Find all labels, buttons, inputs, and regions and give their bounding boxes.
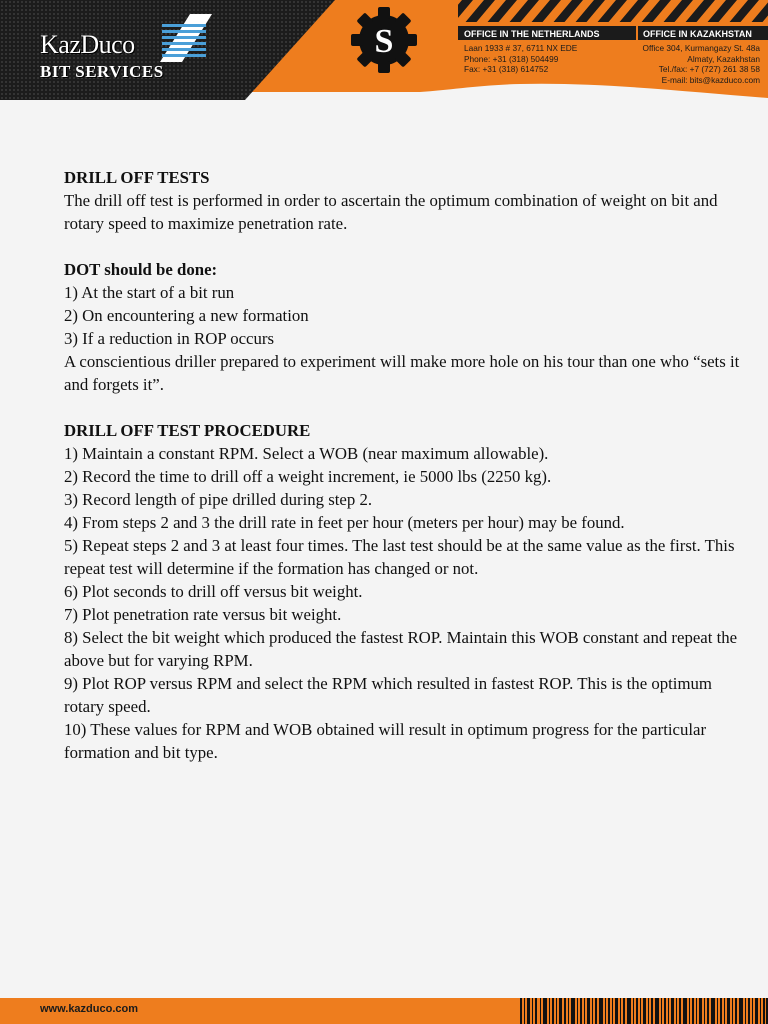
letterhead-footer — [0, 998, 768, 1024]
dot-item: 1) At the start of a bit run — [64, 283, 235, 302]
office-nl-line: Laan 1933 # 37, 6711 NX EDE — [464, 43, 578, 53]
procedure-step: 1) Maintain a constant RPM. Select a WOB (near maximum allowable). — [64, 444, 549, 463]
barcode-icon — [520, 998, 768, 1024]
office-kazakhstan-address — [643, 43, 760, 86]
procedure-step: 3) Record length of pipe drilled during step 2. — [64, 490, 373, 509]
office-kz-line: Almaty, Kazakhstan — [687, 53, 760, 64]
logo-wordmark: KazDuco — [40, 30, 135, 59]
office-kz-line: Office 304, Kurmangazy St. 48a — [642, 43, 760, 53]
dot-heading: DOT should be done: — [64, 260, 218, 279]
procedure-step: 9) Plot ROP versus RPM and select the RPM which resulted in fastest ROP. This is the optimum rotary speed. — [64, 674, 712, 716]
logo-tagline: BIT SERVICES — [40, 62, 164, 81]
office-kazakhstan-heading: OFFICE IN KAZAKHSTAN — [643, 29, 752, 39]
dot-note: A conscientious driller prepared to experiment will make more hole on his tour than one who “sets it and forgets it”. — [64, 352, 740, 394]
procedure-heading: DRILL OFF TEST PROCEDURE — [64, 421, 311, 440]
procedure-step: 4) From steps 2 and 3 the drill rate in feet per hour (meters per hour) may be found. — [64, 513, 625, 532]
intro-paragraph: The drill off test is performed in order to ascertain the optimum combination of weight on bit and rotary speed to maximize penetration rate. — [64, 191, 718, 233]
office-nl-line: Fax: +31 (318) 614752 — [464, 64, 549, 75]
website-link[interactable]: www.kazduco.com — [40, 1003, 139, 1015]
logo-stripes-icon — [160, 14, 212, 62]
procedure-step: 5) Repeat steps 2 and 3 at least four times. The last test should be at the same value as the first. This repeat test will determine if the formation has changed or not. — [64, 536, 735, 578]
document-body — [64, 166, 744, 764]
procedure-step: 10) These values for RPM and WOB obtained will result in optimum progress for the particular formation and bit type. — [64, 720, 707, 762]
company-logo — [40, 14, 215, 84]
procedure-step: 8) Select the bit weight which produced the fastest ROP. Maintain this WOB constant and repeat the above but for varying RPM. — [64, 628, 738, 670]
dot-item: 3) If a reduction in ROP occurs — [64, 329, 275, 348]
office-kz-line: Tel./fax: +7 (727) 261 38 58 — [658, 64, 760, 75]
letterhead-header — [0, 0, 768, 100]
office-kz-email[interactable]: E-mail: bits@kazduco.com — [661, 75, 760, 86]
document-title: DRILL OFF TESTS — [64, 168, 210, 187]
office-nl-line: Phone: +31 (318) 504499 — [464, 53, 559, 64]
procedure-step: 2) Record the time to drill off a weight increment, ie 5000 lbs (2250 kg). — [64, 467, 552, 486]
procedure-step: 7) Plot penetration rate versus bit weight. — [64, 605, 342, 624]
office-netherlands-address — [464, 43, 577, 75]
gear-s-logo-icon — [348, 4, 420, 76]
procedure-step: 6) Plot seconds to drill off versus bit weight. — [64, 582, 363, 601]
office-netherlands-heading: OFFICE IN THE NETHERLANDS — [464, 29, 600, 39]
dot-item: 2) On encountering a new formation — [64, 306, 309, 325]
svg-text:S: S — [374, 23, 394, 60]
